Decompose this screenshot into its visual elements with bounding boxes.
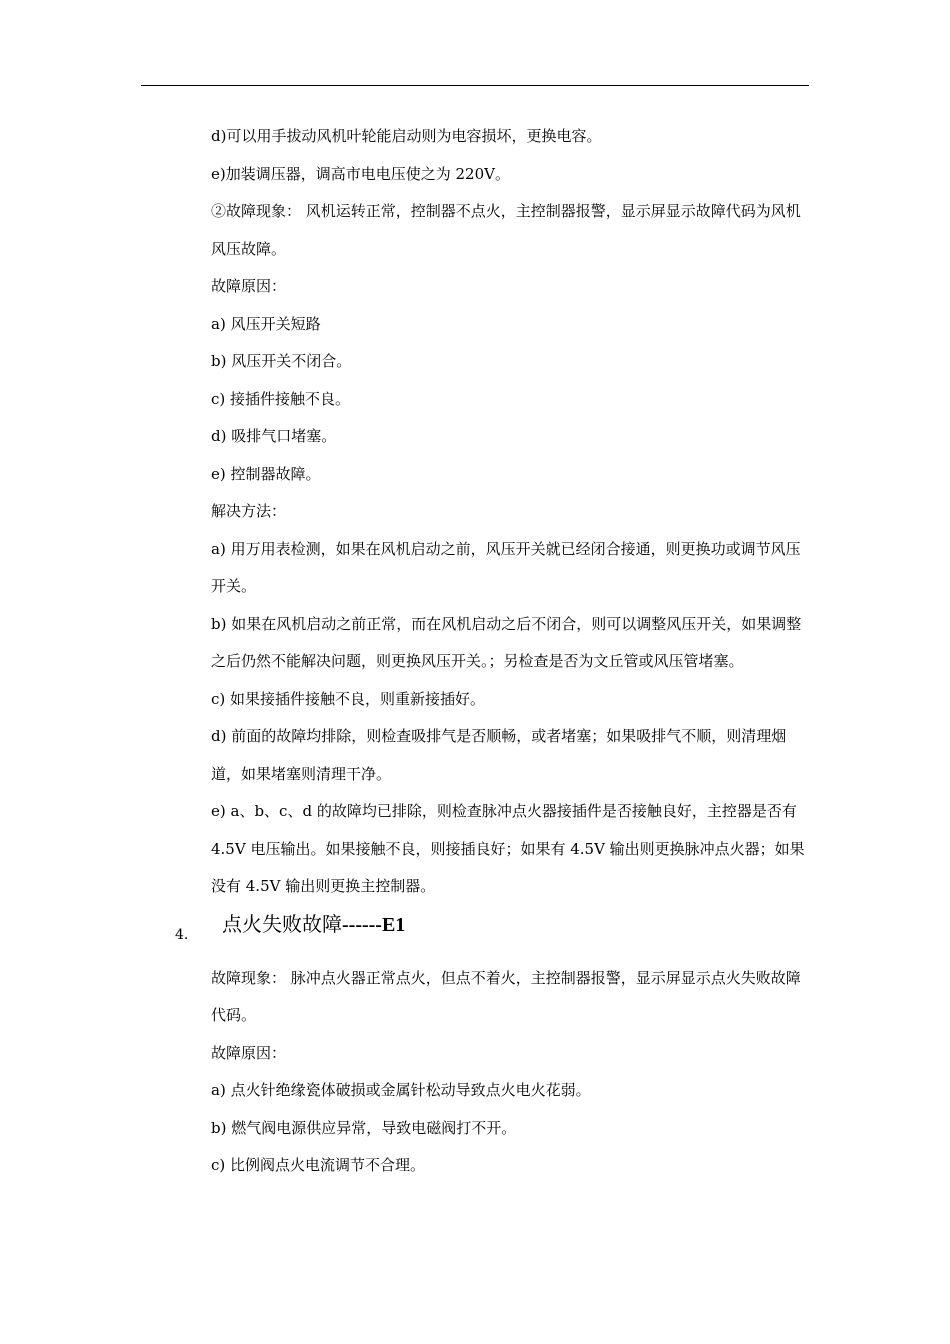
- paragraph: ②故障现象： 风机运转正常，控制器不点火，主控制器报警，显示屏显示故障代码为风机风压故障。: [211, 202, 801, 258]
- paragraph: e)加装调压器，调高市电电压使之为 220V。: [211, 164, 510, 183]
- list-item: c) 比例阀点火电流调节不合理。: [211, 1156, 426, 1174]
- list-item: c) 接插件接触不良。: [211, 389, 351, 408]
- document-body: [175, 118, 809, 1185]
- list-item: a) 点火针绝缘瓷体破损或金属针松动导致点火电火花弱。: [211, 1081, 591, 1099]
- paragraph: d)可以用手拔动风机叶轮能启动则为电容损坏，更换电容。: [211, 127, 602, 145]
- section-code: ------E1: [342, 913, 406, 936]
- paragraph: 故障原因：: [211, 1043, 287, 1062]
- paragraph: 故障原因：: [211, 277, 287, 295]
- section-title-wrap: [222, 910, 405, 939]
- list-item: b) 风压开关不闭合。: [211, 352, 352, 370]
- list-item: e) 控制器故障。: [211, 464, 321, 483]
- section-number: 4.: [175, 926, 189, 943]
- list-item: d) 吸排气口堵塞。: [211, 427, 337, 445]
- list-item: a) 风压开关短路: [211, 314, 321, 333]
- paragraph: 解决方法：: [211, 502, 287, 520]
- list-item: d) 前面的故障均排除，则检查吸排气是否顺畅，或者堵塞；如果吸排气不顺，则清理烟道，如果堵塞则清理干净。: [211, 727, 787, 783]
- list-item: b) 燃气阀电源供应异常，导致电磁阀打不开。: [211, 1118, 517, 1137]
- list-item: a) 用万用表检测，如果在风机启动之前，风压开关就已经闭合接通，则更换功或调节风压开关。: [211, 539, 801, 595]
- section-title: 点火失败故障: [222, 911, 342, 936]
- list-item: e) a、b、c、d 的故障均已排除，则检查脉冲点火器接插件是否接触良好，主控器是否有 4.5V 电压输出。如果接触不良，则接插良好；如果有 4.5V 输出则更换脉冲点火器；如果没有 4.5V 输出则更换主控制器。: [211, 802, 805, 895]
- list-item: b) 如果在风机启动之前正常，而在风机启动之后不闭合，则可以调整风压开关，如果调整之后仍然不能解决问题，则更换风压开关。；另检查是否为文丘管或风压管堵塞。: [211, 614, 802, 670]
- section-heading: [175, 908, 809, 960]
- header-rule: [141, 85, 809, 86]
- list-item: c) 如果接插件接触不良，则重新接插好。: [211, 689, 486, 708]
- paragraph: 故障现象： 脉冲点火器正常点火，但点不着火，主控制器报警，显示屏显示点火失败故障代码。: [211, 968, 801, 1024]
